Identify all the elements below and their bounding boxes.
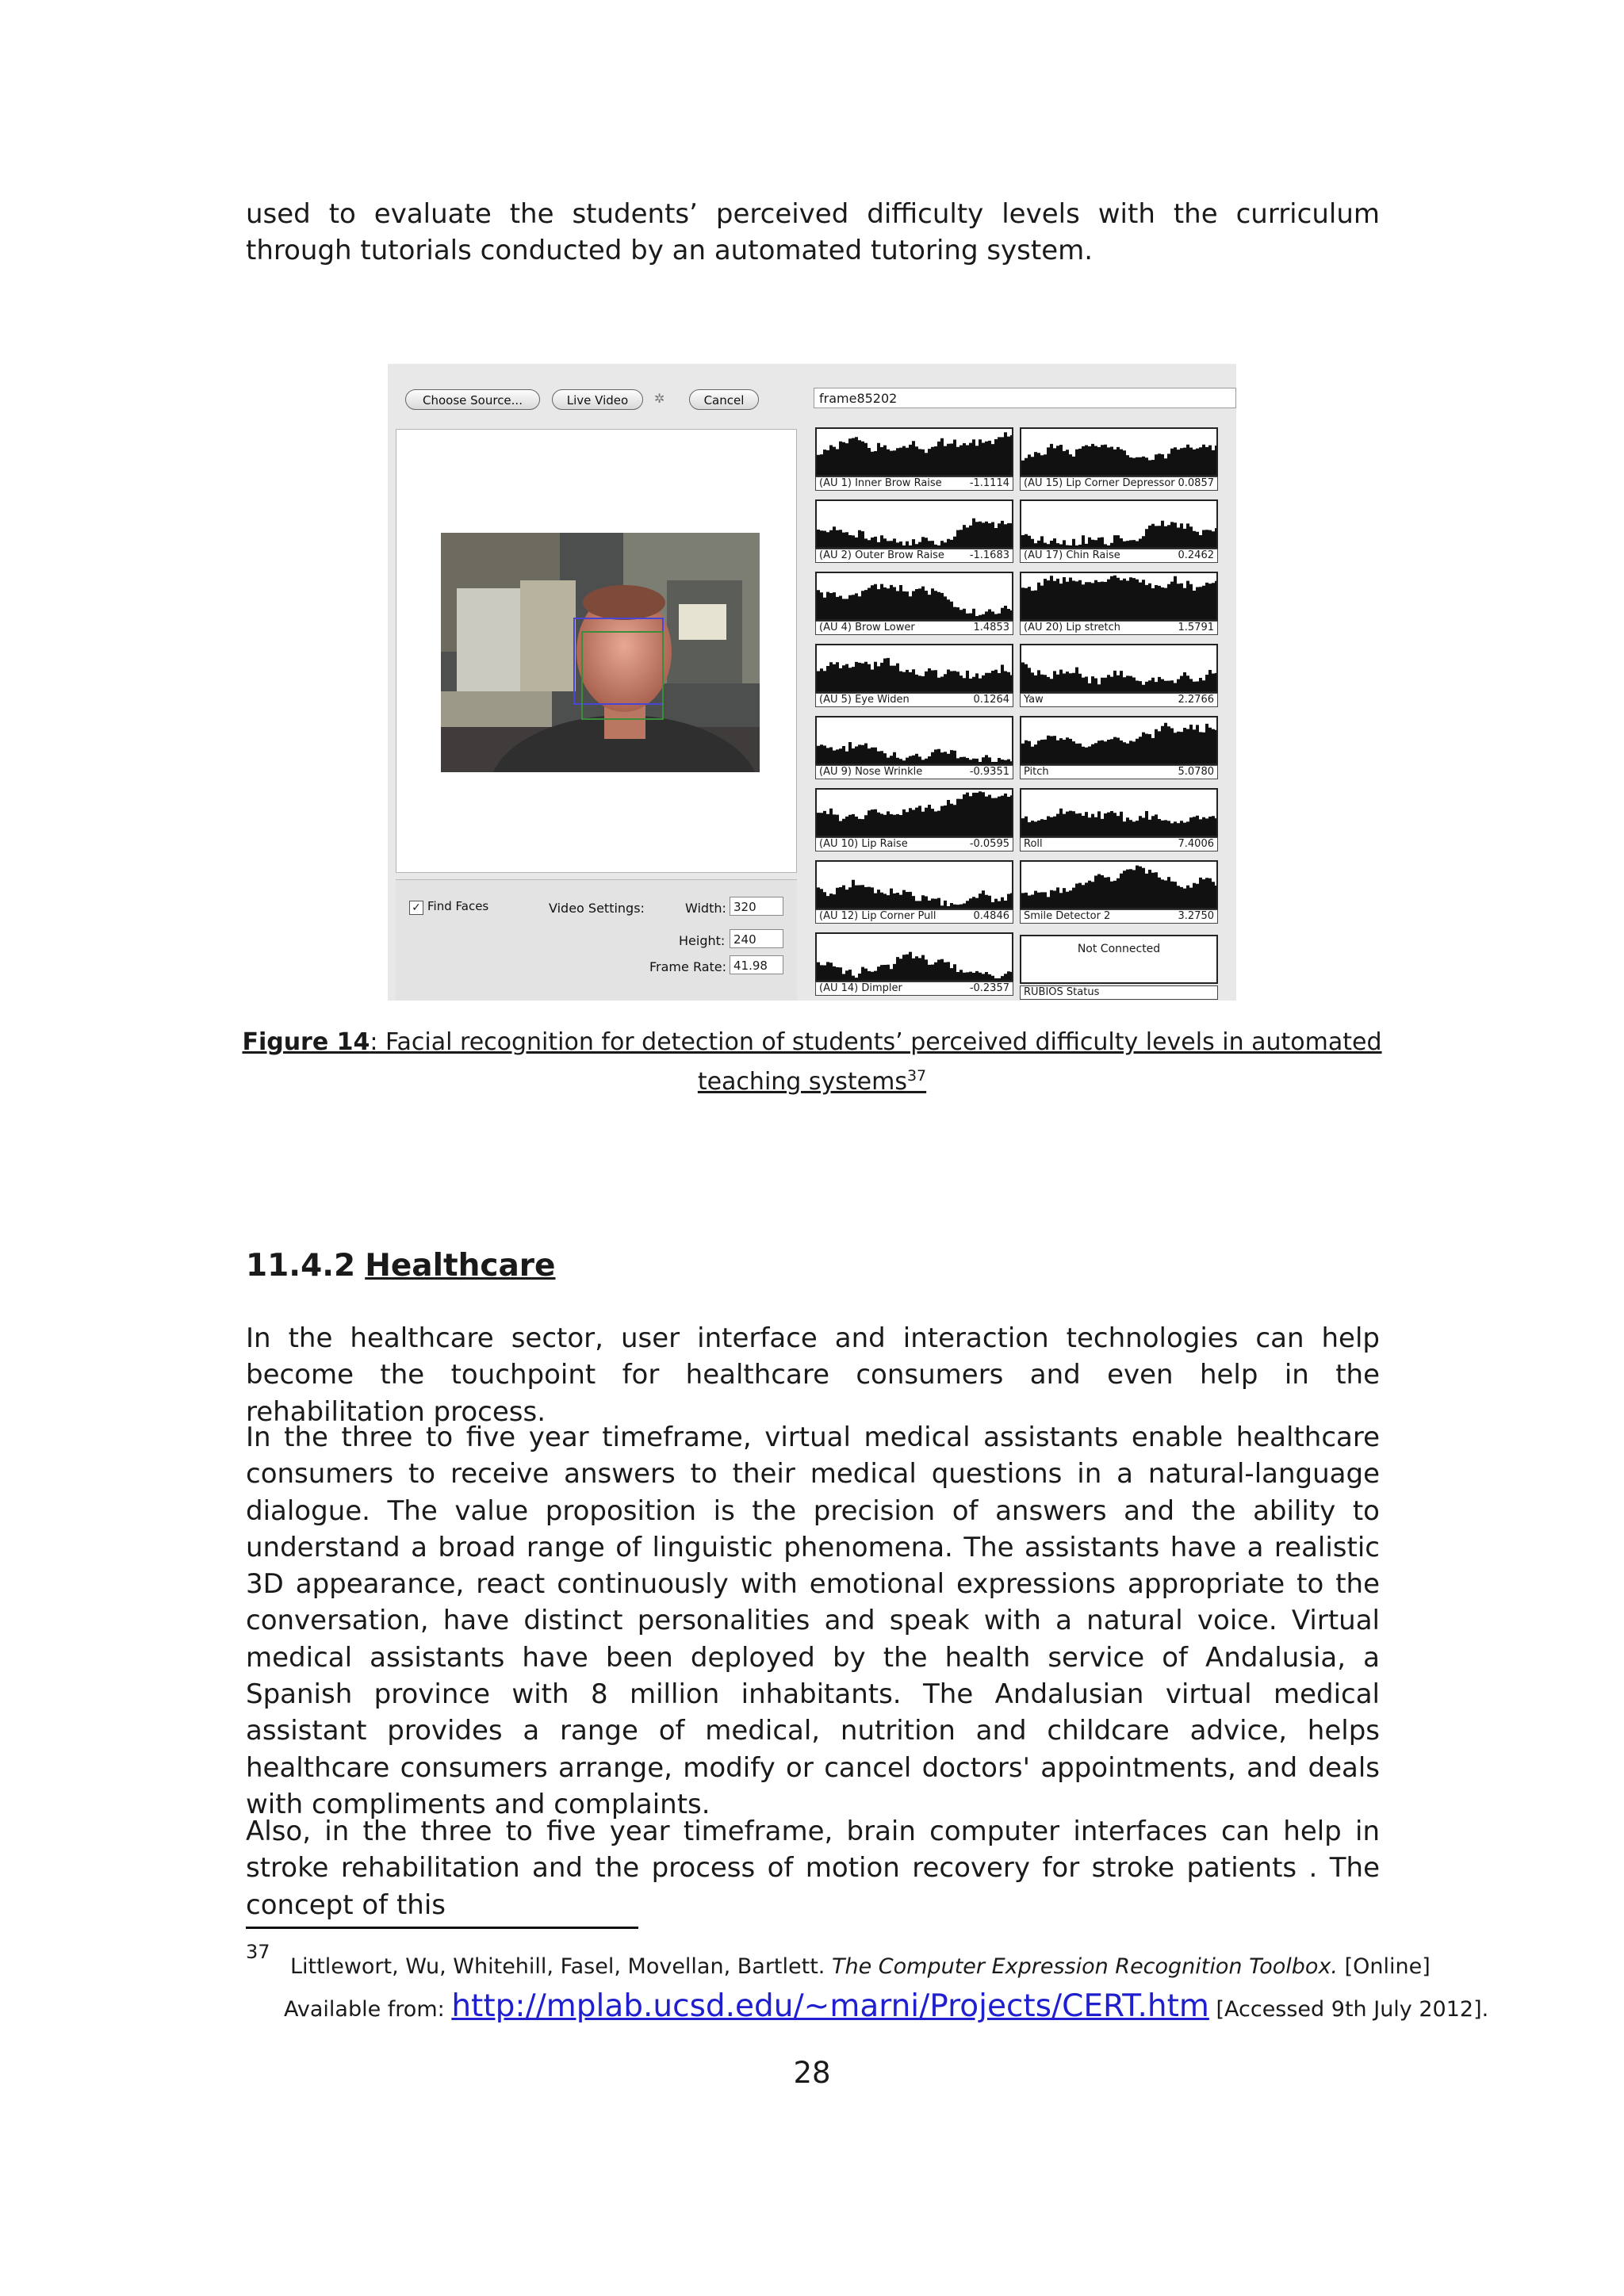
paragraph-2: In the three to five year timeframe, virtual medical assistants enable healthcare consumers to receive answers to their medical questions in a natural-language dialogue. The value proposition is the precision of answers and the ability to understand a broad range of linguistic phenomena. The assistants have a realistic 3D appearance, react continuously with emotional expressions appropriate to the conversation, have distinct personalities and speak with a natural voice. Virtual medical assistants have been deployed by the health service of Andalusia, a Spanish province with 8 million inhabitants. The Andalusian virtual medical assistant provides a range of medical, nutrition and childcare advice, helps healthcare consumers arrange, modify or cancel doctors' appointments, and deals with compliments and complaints.	[246, 1422, 1380, 1820]
channel-cell	[815, 644, 1013, 707]
height-label: Height:	[679, 933, 726, 948]
histogram-bars	[817, 573, 1012, 619]
channel-histogram	[1020, 716, 1218, 765]
channel-label: (AU 14) Dimpler	[819, 982, 902, 994]
channel-label: (AU 4) Brow Lower	[819, 622, 915, 633]
video-panel	[396, 429, 797, 873]
histogram-bars	[1021, 862, 1216, 908]
channel-cell	[1020, 427, 1218, 491]
figure-facial-recognition-screenshot	[388, 364, 1236, 1001]
footnote-accessed: [Accessed 9th July 2012].	[1208, 1997, 1489, 2022]
channel-label: Pitch	[1024, 766, 1049, 778]
channel-value: 0.4846	[973, 910, 1009, 922]
channel-cell	[815, 572, 1013, 635]
channel-cell	[1020, 644, 1218, 707]
video-settings-panel	[396, 879, 797, 1001]
footnote-online: [Online]	[1338, 1954, 1431, 1979]
channel-caption	[815, 476, 1013, 491]
video-settings-label: Video Settings:	[549, 901, 645, 916]
channel-caption	[1020, 476, 1218, 491]
histogram-bars	[1021, 718, 1216, 763]
find-faces-label: Find Faces	[427, 899, 489, 913]
figure-footnote-ref: 37	[906, 1067, 927, 1085]
channel-value: -0.0595	[969, 838, 1009, 850]
channel-cell	[1020, 499, 1218, 563]
channel-label: (AU 17) Chin Raise	[1024, 549, 1120, 561]
video-frame-image	[441, 533, 760, 772]
channel-caption	[1020, 621, 1218, 635]
loading-spinner-icon: ✲	[654, 391, 665, 406]
channel-histogram	[1020, 427, 1218, 476]
figure-caption-text: : Facial recognition for detection of students’ perceived difficulty levels in automated teaching systems	[370, 1028, 1382, 1096]
frame-rate-label: Frame Rate:	[649, 959, 727, 974]
channel-caption	[1020, 693, 1218, 707]
section-number: 11.4.2	[246, 1248, 356, 1284]
channel-value: 0.1264	[973, 694, 1009, 706]
channel-cell	[815, 716, 1013, 779]
frame-rate-input[interactable]: 41.98	[730, 955, 783, 974]
channel-caption	[815, 549, 1013, 563]
channel-value: -0.9351	[969, 766, 1009, 778]
channel-cell	[1020, 788, 1218, 851]
histogram-bars	[1021, 429, 1216, 475]
channel-histogram	[1020, 572, 1218, 621]
footnote-authors: Littlewort, Wu, Whitehill, Fasel, Movellan, Bartlett.	[290, 1954, 832, 1979]
channel-cell	[815, 860, 1013, 924]
width-input[interactable]: 320	[730, 897, 783, 916]
channel-label: (AU 12) Lip Corner Pull	[819, 910, 936, 922]
rubios-status-cell	[1020, 935, 1218, 1001]
footnote-line-2	[284, 1988, 1488, 2029]
channel-label: (AU 5) Eye Widen	[819, 694, 910, 706]
channel-caption	[815, 837, 1013, 851]
channel-histogram	[815, 499, 1013, 549]
section-heading	[246, 1246, 556, 1286]
channel-histogram	[1020, 860, 1218, 909]
channel-label: (AU 20) Lip stretch	[1024, 622, 1121, 633]
live-video-button[interactable]: Live Video	[552, 389, 643, 410]
channel-caption	[1020, 837, 1218, 851]
channel-histogram	[815, 644, 1013, 693]
channel-histogram	[815, 427, 1013, 476]
channel-label: Smile Detector 2	[1024, 910, 1111, 922]
channel-histogram	[1020, 788, 1218, 837]
channel-value: 1.5791	[1178, 622, 1214, 633]
status-box: Not Connected	[1020, 935, 1218, 984]
channel-value: 0.2462	[1178, 549, 1214, 561]
footnote-url-link[interactable]: http://mplab.ucsd.edu/~marni/Projects/CERT.htm	[451, 1988, 1209, 2024]
histogram-bars	[1021, 573, 1216, 619]
footnote-title: The Computer Expression Recognition Toolbox.	[831, 1954, 1339, 1979]
section-title: Healthcare	[365, 1248, 556, 1284]
footnote-available: Available from:	[284, 1997, 452, 2022]
channel-value: 1.4853	[973, 622, 1009, 633]
histogram-bars	[817, 429, 1012, 475]
channel-cell	[1020, 572, 1218, 635]
channel-histogram	[815, 572, 1013, 621]
channel-label: (AU 9) Nose Wrinkle	[819, 766, 923, 778]
histogram-bars	[817, 718, 1012, 763]
channel-caption	[1020, 765, 1218, 779]
channel-histogram	[1020, 499, 1218, 549]
channel-value: 7.4006	[1178, 838, 1214, 850]
channel-histogram	[815, 716, 1013, 765]
histogram-bars	[817, 645, 1012, 691]
channel-histogram	[815, 860, 1013, 909]
histogram-bars	[817, 501, 1012, 547]
channel-cell	[1020, 860, 1218, 924]
width-label: Width:	[685, 901, 726, 916]
channel-cell	[815, 499, 1013, 563]
channel-label: (AU 1) Inner Brow Raise	[819, 477, 942, 489]
histogram-bars	[1021, 501, 1216, 547]
channel-value: 5.0780	[1178, 766, 1214, 778]
histogram-bars	[817, 790, 1012, 836]
channel-caption	[815, 909, 1013, 924]
channel-caption	[1020, 549, 1218, 563]
channel-label: (AU 10) Lip Raise	[819, 838, 908, 850]
channel-cell	[815, 788, 1013, 851]
histogram-bars	[817, 934, 1012, 980]
channel-value: -1.1683	[969, 549, 1009, 561]
channel-value: 2.2766	[1178, 694, 1214, 706]
histogram-bars	[817, 862, 1012, 908]
paragraph-3: Also, in the three to five year timeframe, brain computer interfaces can help in stroke rehabilitation and the process of motion recovery for stroke patients . The concept of this	[246, 1816, 1380, 1921]
channel-label: Roll	[1024, 838, 1043, 850]
paragraph-1: In the healthcare sector, user interface and interaction technologies can help become the touchpoint for healthcare consumers and even help in the rehabilitation process.	[246, 1322, 1380, 1428]
channel-label: (AU 15) Lip Corner Depressor	[1024, 477, 1175, 489]
channel-histogram	[815, 932, 1013, 982]
choose-source-button[interactable]: Choose Source...	[405, 389, 540, 410]
intro-paragraph: used to evaluate the students’ perceived difficulty levels with the curriculum through tutorials conducted by an automated tutoring system.	[246, 198, 1380, 267]
figure-caption	[238, 1025, 1386, 1099]
channel-caption	[1020, 909, 1218, 924]
frame-id-field[interactable]: frame85202	[814, 388, 1236, 408]
channel-caption	[815, 621, 1013, 635]
channel-cell	[815, 427, 1013, 491]
channel-cell	[815, 932, 1013, 996]
histogram-bars	[1021, 645, 1216, 691]
channel-value: 0.0857	[1178, 477, 1214, 489]
channel-caption	[815, 693, 1013, 707]
channel-histogram	[1020, 644, 1218, 693]
channel-label: Yaw	[1024, 694, 1044, 706]
channel-caption	[815, 982, 1013, 996]
figure-label: Figure 14	[242, 1028, 370, 1056]
channel-cell	[1020, 716, 1218, 779]
histogram-bars	[1021, 790, 1216, 836]
footnote-line-1	[290, 1953, 1431, 1981]
page-number: 28	[793, 2056, 831, 2090]
channel-histogram	[815, 788, 1013, 837]
footnote-separator	[246, 1927, 638, 1929]
channel-value: -0.2357	[969, 982, 1009, 994]
footnote-number: 37	[246, 1941, 270, 1963]
status-label: RUBIOS Status	[1020, 985, 1218, 1000]
channel-value: -1.1114	[969, 477, 1009, 489]
find-faces-checkbox[interactable]: ✓	[409, 901, 423, 915]
channel-caption	[815, 765, 1013, 779]
channel-value: 3.2750	[1178, 910, 1214, 922]
height-input[interactable]: 240	[730, 929, 783, 948]
channel-label: (AU 2) Outer Brow Raise	[819, 549, 944, 561]
cancel-button[interactable]: Cancel	[689, 389, 759, 410]
